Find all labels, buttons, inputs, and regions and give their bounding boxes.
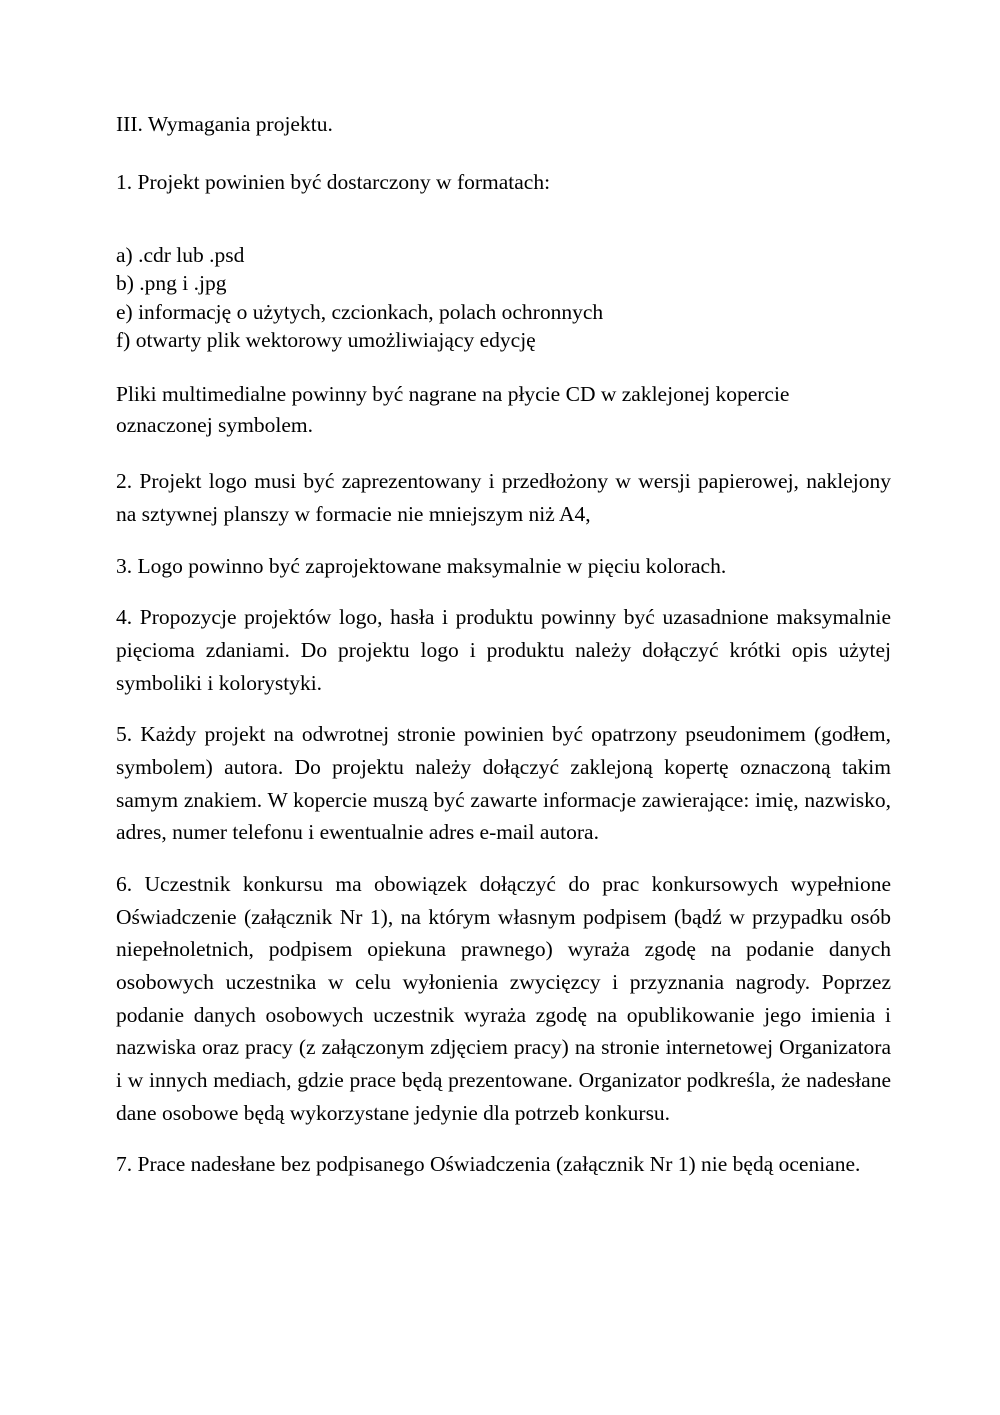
document-body [116,108,891,1200]
paragraph-7: 7. Prace nadesłane bez podpisanego Oświadczenia (załącznik Nr 1) nie będą oceniane. [116,1152,861,1177]
section-heading: III. Wymagania projektu. [116,112,333,136]
media-note-paragraph: Pliki multimedialne powinny być nagrane na płycie CD w zaklejonej kopercie oznaczonej symbolem. [116,381,790,438]
list-item: f) otwarty plik wektorowy umożliwiający edycję [116,328,536,353]
paragraph-5: 5. Każdy projekt na odwrotnej stronie powinien być opatrzony pseudonimem (godłem, symbolem) autora. Do projektu należy dołączyć zaklejoną kopertę oznaczoną takim samym znakiem. W kopercie muszą być zawarte informacje zawierające: imię, nazwisko, adres, numer telefonu i ewentualnie adres e-mail autora. [116,722,891,845]
formats-intro-paragraph: 1. Projekt powinien być dostarczony w formatach: [116,170,551,195]
paragraph-2: 2. Projekt logo musi być zaprezentowany i przedłożony w wersji papierowej, naklejony na sztywnej planszy w formacie nie mniejszym niż A4, [116,469,891,526]
formats-list [116,241,891,355]
list-item: a) .cdr lub .psd [116,242,245,267]
paragraph-4: 4. Propozycje projektów logo, hasła i produktu powinny być uzasadnione maksymalnie pięcioma zdaniami. Do projektu logo i produktu należy dołączyć krótki opis użytej symboliki i kolorystyki. [116,605,891,695]
list-item: e) informację o użytych, czcionkach, polach ochronnych [116,299,604,324]
list-item: b) .png i .jpg [116,271,227,296]
paragraph-6: 6. Uczestnik konkursu ma obowiązek dołączyć do prac konkursowych wypełnione Oświadczenie (załącznik Nr 1), na którym własnym podpisem (bądź w przypadku osób niepełnoletnich, podpisem opiekuna prawnego) wyraża zgodę na podanie danych osobowych uczestnika w celu wyłonienia zwycięzcy i przyznania nagrody. Poprzez podanie danych osobowych uczestnik wyraża zgodę na opublikowanie jego imienia i nazwiska oraz pracy (z załączonym zdjęciem pracy) na stronie internetowej Organizatora i w innych mediach, gdzie prace będą prezentowane. Organizator podkreśla, że nadesłane dane osobowe będą wykorzystane jedynie dla potrzeb konkursu. [116,871,891,1125]
paragraph-3: 3. Logo powinno być zaprojektowane maksymalnie w pięciu kolorach. [116,553,727,578]
